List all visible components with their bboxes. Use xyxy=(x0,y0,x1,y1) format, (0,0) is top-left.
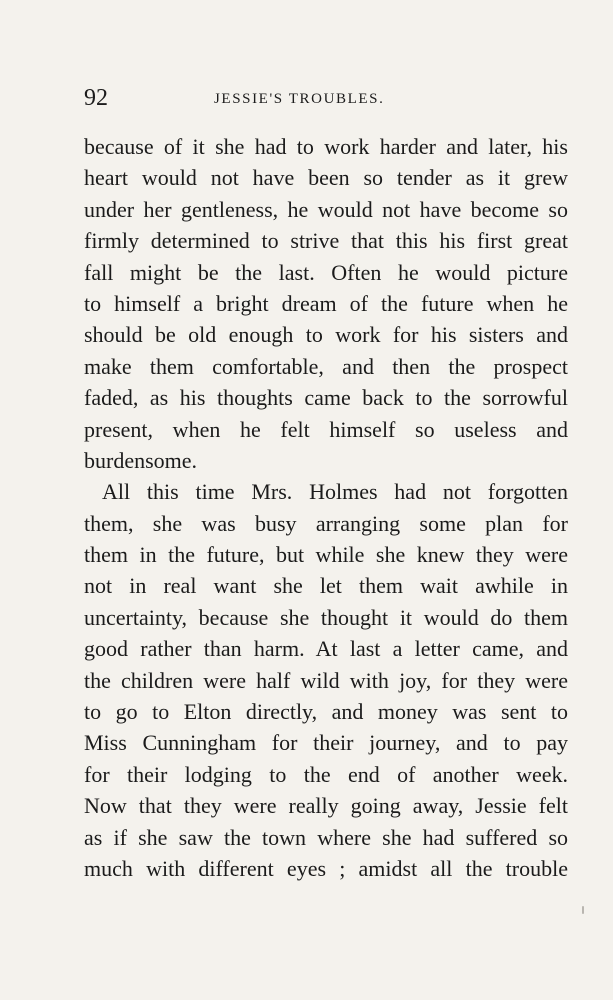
text-line: the children were half wild with joy, for they were xyxy=(84,667,568,693)
text-line: them in the future, but while she knew they were xyxy=(84,542,568,568)
page-header xyxy=(84,84,567,118)
text-line: make them comfortable, and then the prospect xyxy=(84,353,568,379)
text-line: All this time Mrs. Holmes had not forgotten xyxy=(102,479,568,505)
text-line: to himself a bright dream of the future when he xyxy=(84,290,568,316)
text-line: faded, as his thoughts came back to the sorrowful xyxy=(84,385,568,411)
text-line: uncertainty, because she thought it would do them xyxy=(84,604,568,630)
text-line: fall might be the last. Often he would picture xyxy=(84,259,568,285)
text-line: for their lodging to the end of another week. xyxy=(84,761,568,787)
text-line: much with different eyes ; amidst all the trouble xyxy=(84,855,568,881)
text-line: not in real want she let them wait awhile in xyxy=(84,573,568,599)
text-line: to go to Elton directly, and money was sent to xyxy=(84,699,568,725)
text-line: under her gentleness, he would not have become so xyxy=(84,196,568,222)
text-line: good rather than harm. At last a letter came, and xyxy=(84,636,568,662)
body-text xyxy=(84,131,568,884)
text-line: firmly determined to strive that this his first great xyxy=(84,228,568,254)
text-line: present, when he felt himself so useless and xyxy=(84,416,568,442)
paper-speck xyxy=(582,906,584,914)
text-line: should be old enough to work for his sisters and xyxy=(84,322,568,348)
text-line: because of it she had to work harder and later, his xyxy=(84,134,568,159)
text-line: burdensome. xyxy=(84,447,198,473)
text-line: them, she was busy arranging some plan for xyxy=(84,510,568,536)
text-line: heart would not have been so tender as it grew xyxy=(84,165,568,191)
page-number: 92 xyxy=(84,85,108,111)
text-line: as if she saw the town where she had suffered so xyxy=(84,824,568,850)
text-line: Now that they were really going away, Jessie felt xyxy=(84,793,568,819)
text-line: Miss Cunningham for their journey, and to pay xyxy=(84,730,568,756)
running-head: JESSIE'S TROUBLES. xyxy=(214,91,385,107)
